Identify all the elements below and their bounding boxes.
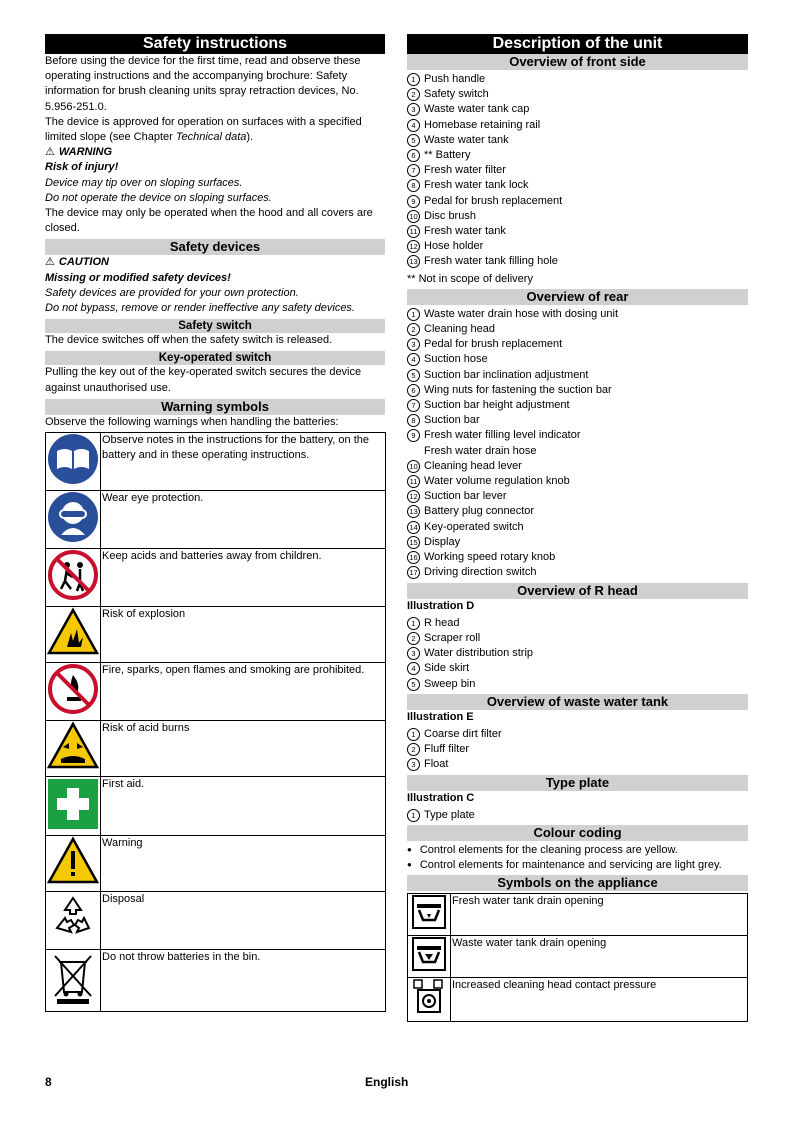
explosion-icon (46, 607, 101, 663)
list-item (407, 550, 748, 565)
item-label: Homebase retaining rail (424, 118, 541, 131)
list-item (407, 239, 748, 254)
list-item (407, 102, 748, 117)
item-label-wrap (424, 87, 489, 102)
warning-label-text: WARNING (58, 146, 113, 159)
item-label: Display (424, 535, 461, 548)
item-label-wrap (424, 352, 488, 367)
appliance-symbols-table (407, 893, 748, 1022)
item-label: Driving direction switch (424, 566, 537, 579)
eye-protection-icon (46, 491, 101, 549)
rhead-overview-list (407, 616, 748, 692)
table-cell: Observe notes in the instructions for the battery, on the battery and in these operating instructions. (101, 433, 386, 491)
list-item (407, 535, 748, 550)
item-label: Fresh water tank lock (424, 179, 529, 192)
item-label: Type plate (424, 808, 475, 821)
list-item (407, 178, 748, 193)
list-item (407, 87, 748, 102)
table-row (408, 894, 748, 936)
type-plate-heading: Type plate (407, 775, 748, 791)
list-item (407, 742, 748, 757)
item-label: Battery plug connector (424, 505, 535, 518)
item-label: Working speed rotary knob (424, 551, 556, 564)
front-note: ** Not in scope of delivery (407, 272, 533, 285)
table-cell: Disposal (101, 892, 386, 950)
item-label-wrap (424, 727, 502, 742)
item-number-badge: 6 (407, 384, 420, 397)
item-label: Wing nuts for fastening the suction bar (424, 383, 612, 396)
safety-devices-line-1: Safety devices are provided for your own protection. (45, 286, 299, 299)
list-item (407, 631, 748, 646)
caution-label (45, 255, 385, 270)
table-row (408, 978, 748, 1022)
item-number-badge: 16 (407, 551, 420, 564)
item-number-badge: 1 (407, 809, 420, 822)
item-label: Fresh water tank (424, 225, 506, 238)
item-label: Suction hose (424, 353, 488, 366)
item-label-wrap (424, 550, 555, 565)
table-cell: Risk of acid burns (101, 721, 386, 777)
list-item (407, 428, 748, 458)
list-item (407, 352, 748, 367)
item-label: Coarse dirt filter (424, 727, 502, 740)
item-label-wrap (424, 520, 524, 535)
list-item (407, 565, 748, 580)
warning-label (45, 145, 385, 160)
item-number-badge: 3 (407, 647, 420, 660)
table-cell: Increased cleaning head contact pressure (451, 978, 748, 1022)
item-label-wrap (424, 194, 562, 209)
item-number-badge: 1 (407, 728, 420, 741)
missing-devices-heading: Missing or modified safety devices! (45, 271, 231, 284)
list-item (407, 254, 748, 269)
item-label-wrap (424, 72, 485, 87)
item-label-wrap (424, 428, 581, 458)
table-row (46, 892, 386, 950)
key-switch-text: Pulling the key out of the key-operated switch secures the device against unauthorised use. (45, 366, 362, 394)
list-item (407, 661, 748, 676)
item-label-wrap (424, 307, 618, 322)
warning-triangle-icon: ⚠ (45, 146, 55, 159)
list-item (407, 133, 748, 148)
item-number-badge: 1 (407, 73, 420, 86)
table-cell: Waste water tank drain opening (451, 936, 748, 978)
item-label-wrap (424, 459, 522, 474)
item-label-wrap (424, 489, 507, 504)
item-number-badge: 11 (407, 475, 420, 488)
list-item (407, 383, 748, 398)
keep-away-children-icon (46, 549, 101, 607)
description-heading: Description of the unit (407, 34, 748, 54)
rear-overview-list (407, 307, 748, 581)
item-number-badge: 13 (407, 255, 420, 268)
no-fire-icon (46, 663, 101, 721)
front-overview-heading: Overview of front side (407, 54, 748, 70)
item-number-badge: 9 (407, 429, 420, 442)
list-item (407, 148, 748, 163)
warning-symbols-table (45, 432, 386, 1012)
item-number-badge: 9 (407, 195, 420, 208)
list-item (407, 224, 748, 239)
table-cell: Do not throw batteries in the bin. (101, 950, 386, 1012)
intro-paragraph: Before using the device for the first time, read and observe these operating instructions and the accompanying brochure: Safety information for brush cleaning units spray retraction devices, No. 5.956-251.0. (45, 55, 361, 113)
item-label-wrap (424, 757, 448, 772)
item-label: Suction bar (424, 414, 480, 427)
risk-line-1: Device may tip over on sloping surfaces. (45, 176, 243, 189)
item-label: Waste water drain hose with dosing unit (424, 307, 619, 320)
warning-symbols-heading: Warning symbols (45, 399, 385, 415)
item-number-badge: 7 (407, 164, 420, 177)
item-label-wrap (424, 504, 534, 519)
list-item (407, 307, 748, 322)
item-label: Waste water tank (424, 133, 509, 146)
item-label-wrap (424, 322, 495, 337)
list-item (407, 118, 748, 133)
safety-switch-heading: Safety switch (45, 319, 385, 333)
item-label-wrap (424, 102, 529, 117)
item-label: Push handle (424, 73, 486, 85)
covers-paragraph: The device may only be operated when the hood and all covers are closed. (45, 207, 373, 235)
list-item (407, 757, 748, 772)
item-number-badge: 4 (407, 119, 420, 132)
read-manual-icon (46, 433, 101, 491)
item-label-wrap (424, 677, 475, 692)
item-number-badge: 10 (407, 460, 420, 473)
item-label: Water distribution strip (424, 647, 534, 660)
warning-symbols-intro: Observe the following warnings when handling the batteries: (45, 415, 339, 428)
safety-devices-heading: Safety devices (45, 239, 385, 255)
table-row (46, 950, 386, 1012)
item-label-wrap (424, 631, 480, 646)
table-row (46, 549, 386, 607)
item-number-badge: 3 (407, 758, 420, 771)
rear-overview-heading: Overview of rear (407, 289, 748, 305)
appliance-symbols-heading: Symbols on the appliance (407, 875, 748, 891)
right-column (407, 34, 748, 1022)
item-label-wrap (424, 616, 459, 631)
illustration-e-label: Illustration E (407, 710, 474, 723)
item-label: Fresh water filling level indicator (424, 429, 581, 442)
item-number-badge: 2 (407, 88, 420, 101)
list-item (407, 368, 748, 383)
table-row (46, 836, 386, 892)
list-item (407, 474, 748, 489)
item-number-badge: 1 (407, 617, 420, 630)
risk-heading: Risk of injury! (45, 161, 119, 174)
table-row (408, 936, 748, 978)
item-number-badge: 5 (407, 678, 420, 691)
item-label: Fresh water filter (424, 164, 506, 177)
item-label: Pedal for brush replacement (424, 338, 563, 351)
table-cell: Keep acids and batteries away from children. (101, 549, 386, 607)
item-number-badge: 2 (407, 323, 420, 336)
item-label-wrap (424, 337, 562, 352)
caution-triangle-icon: ⚠ (45, 256, 55, 269)
item-number-badge: 4 (407, 662, 420, 675)
list-item (407, 459, 748, 474)
item-label-wrap (424, 209, 476, 224)
safety-devices-line-2: Do not bypass, remove or render ineffective any safety devices. (45, 302, 355, 315)
item-label-wrap (424, 413, 480, 428)
list-item (407, 322, 748, 337)
table-cell: First aid. (101, 777, 386, 836)
item-label-wrap (424, 474, 570, 489)
item-label: R head (424, 616, 460, 629)
item-label: Suction bar height adjustment (424, 399, 570, 412)
item-label: Suction bar inclination adjustment (424, 368, 589, 381)
item-label-wrap (424, 178, 529, 193)
item-number-badge: 15 (407, 536, 420, 549)
type-plate-list (407, 808, 748, 823)
item-label: Scraper roll (424, 631, 481, 644)
item-label-wrap (424, 163, 506, 178)
item-number-badge: 4 (407, 353, 420, 366)
table-cell: Warning (101, 836, 386, 892)
list-item (407, 337, 748, 352)
item-number-badge: 8 (407, 179, 420, 192)
item-label-wrap (424, 742, 469, 757)
technical-data-reference: Technical data (175, 131, 247, 144)
waste-water-drain-icon (408, 936, 451, 978)
illustration-d-label: Illustration D (407, 599, 475, 612)
table-cell: Wear eye protection. (101, 491, 386, 549)
list-item (407, 163, 748, 178)
item-label-wrap (424, 224, 506, 239)
list-item (407, 72, 748, 87)
list-item (407, 808, 748, 823)
item-number-badge: 2 (407, 632, 420, 645)
warning-icon (46, 836, 101, 892)
footer-language: English (365, 1075, 409, 1089)
page-number: 8 (45, 1075, 52, 1089)
list-item (407, 489, 748, 504)
table-row (46, 491, 386, 549)
item-number-badge: 10 (407, 210, 420, 223)
item-label: Suction bar lever (424, 490, 507, 503)
item-label: ** Battery (424, 149, 471, 162)
item-number-badge: 7 (407, 399, 420, 412)
key-switch-heading: Key-operated switch (45, 351, 385, 365)
list-item (407, 194, 748, 209)
item-number-badge: 2 (407, 743, 420, 756)
contact-pressure-icon (408, 978, 451, 1022)
item-number-badge: 12 (407, 240, 420, 253)
slope-text-end: ). (246, 131, 254, 144)
item-label-wrap (424, 239, 483, 254)
rhead-overview-heading: Overview of R head (407, 583, 748, 599)
list-item (407, 504, 748, 519)
item-label-wrap (424, 133, 509, 148)
left-column (45, 34, 385, 1012)
table-row (46, 721, 386, 777)
item-number-badge: 14 (407, 521, 420, 534)
list-item (407, 646, 748, 661)
list-item (407, 616, 748, 631)
table-cell: Fire, sparks, open flames and smoking are prohibited. (101, 663, 386, 721)
no-bin-icon (46, 950, 101, 1012)
recycle-icon (46, 892, 101, 950)
item-label: Cleaning head (424, 323, 495, 336)
item-label-second-line: Fresh water drain hose (424, 444, 537, 457)
item-label-wrap (424, 646, 533, 661)
item-number-badge: 5 (407, 369, 420, 382)
item-number-badge: 3 (407, 338, 420, 351)
item-number-badge: 3 (407, 103, 420, 116)
item-number-badge: 12 (407, 490, 420, 503)
risk-line-2: Do not operate the device on sloping surfaces. (45, 191, 272, 204)
table-row (46, 433, 386, 491)
fresh-water-drain-icon (408, 894, 451, 936)
waste-tank-overview-heading: Overview of waste water tank (407, 694, 748, 710)
item-label: Sweep bin (424, 677, 476, 690)
item-label: Fluff filter (424, 743, 470, 756)
table-row (46, 663, 386, 721)
table-cell: Fresh water tank drain opening (451, 894, 748, 936)
item-label-wrap (424, 565, 536, 580)
item-label: Key-operated switch (424, 520, 524, 533)
item-number-badge: 1 (407, 308, 420, 321)
item-label-wrap (424, 535, 460, 550)
list-item (407, 209, 748, 224)
colour-coding-list (407, 843, 748, 873)
item-label: Side skirt (424, 662, 470, 675)
item-number-badge: 17 (407, 566, 420, 579)
acid-burn-icon (46, 721, 101, 777)
item-label: Pedal for brush replacement (424, 194, 563, 207)
item-label: Disc brush (424, 209, 476, 222)
item-label: Hose holder (424, 240, 484, 253)
list-item (407, 520, 748, 535)
slope-paragraph (45, 115, 385, 145)
item-number-badge: 11 (407, 225, 420, 238)
safety-switch-text: The device switches off when the safety switch is released. (45, 334, 333, 347)
item-label-wrap (424, 661, 469, 676)
table-row (46, 777, 386, 836)
item-number-badge: 5 (407, 134, 420, 147)
item-label: Cleaning head lever (424, 459, 522, 472)
waste-tank-overview-list (407, 727, 748, 773)
item-label-wrap (424, 148, 470, 163)
item-label-wrap (424, 808, 475, 823)
first-aid-icon (46, 777, 101, 836)
item-label-wrap (424, 368, 588, 383)
item-label-wrap (424, 398, 570, 413)
list-item (407, 677, 748, 692)
item-number-badge: 13 (407, 505, 420, 518)
item-number-badge: 8 (407, 414, 420, 427)
list-item (407, 727, 748, 742)
item-label: Water volume regulation knob (424, 475, 570, 488)
illustration-c-label: Illustration C (407, 791, 475, 804)
list-item: ● Control elements for the cleaning process are yellow. (407, 843, 748, 858)
list-item: ● Control elements for maintenance and servicing are light grey. (407, 858, 748, 873)
colour-coding-heading: Colour coding (407, 825, 748, 841)
caution-label-text: CAUTION (58, 256, 109, 269)
table-cell: Risk of explosion (101, 607, 386, 663)
item-label: Float (424, 758, 449, 771)
safety-instructions-heading: Safety instructions (45, 34, 385, 54)
slope-text: The device is approved for operation on surfaces with a specified limited slope (see Chapter (45, 115, 362, 144)
item-label-wrap (424, 254, 558, 269)
item-label-wrap (424, 118, 540, 133)
item-label: Fresh water tank filling hole (424, 255, 558, 268)
list-item (407, 398, 748, 413)
item-number-badge: 6 (407, 149, 420, 162)
item-label: Safety switch (424, 88, 489, 101)
list-item (407, 413, 748, 428)
front-overview-list (407, 72, 748, 270)
item-label: Waste water tank cap (424, 103, 530, 116)
item-label-wrap (424, 383, 612, 398)
table-row (46, 607, 386, 663)
